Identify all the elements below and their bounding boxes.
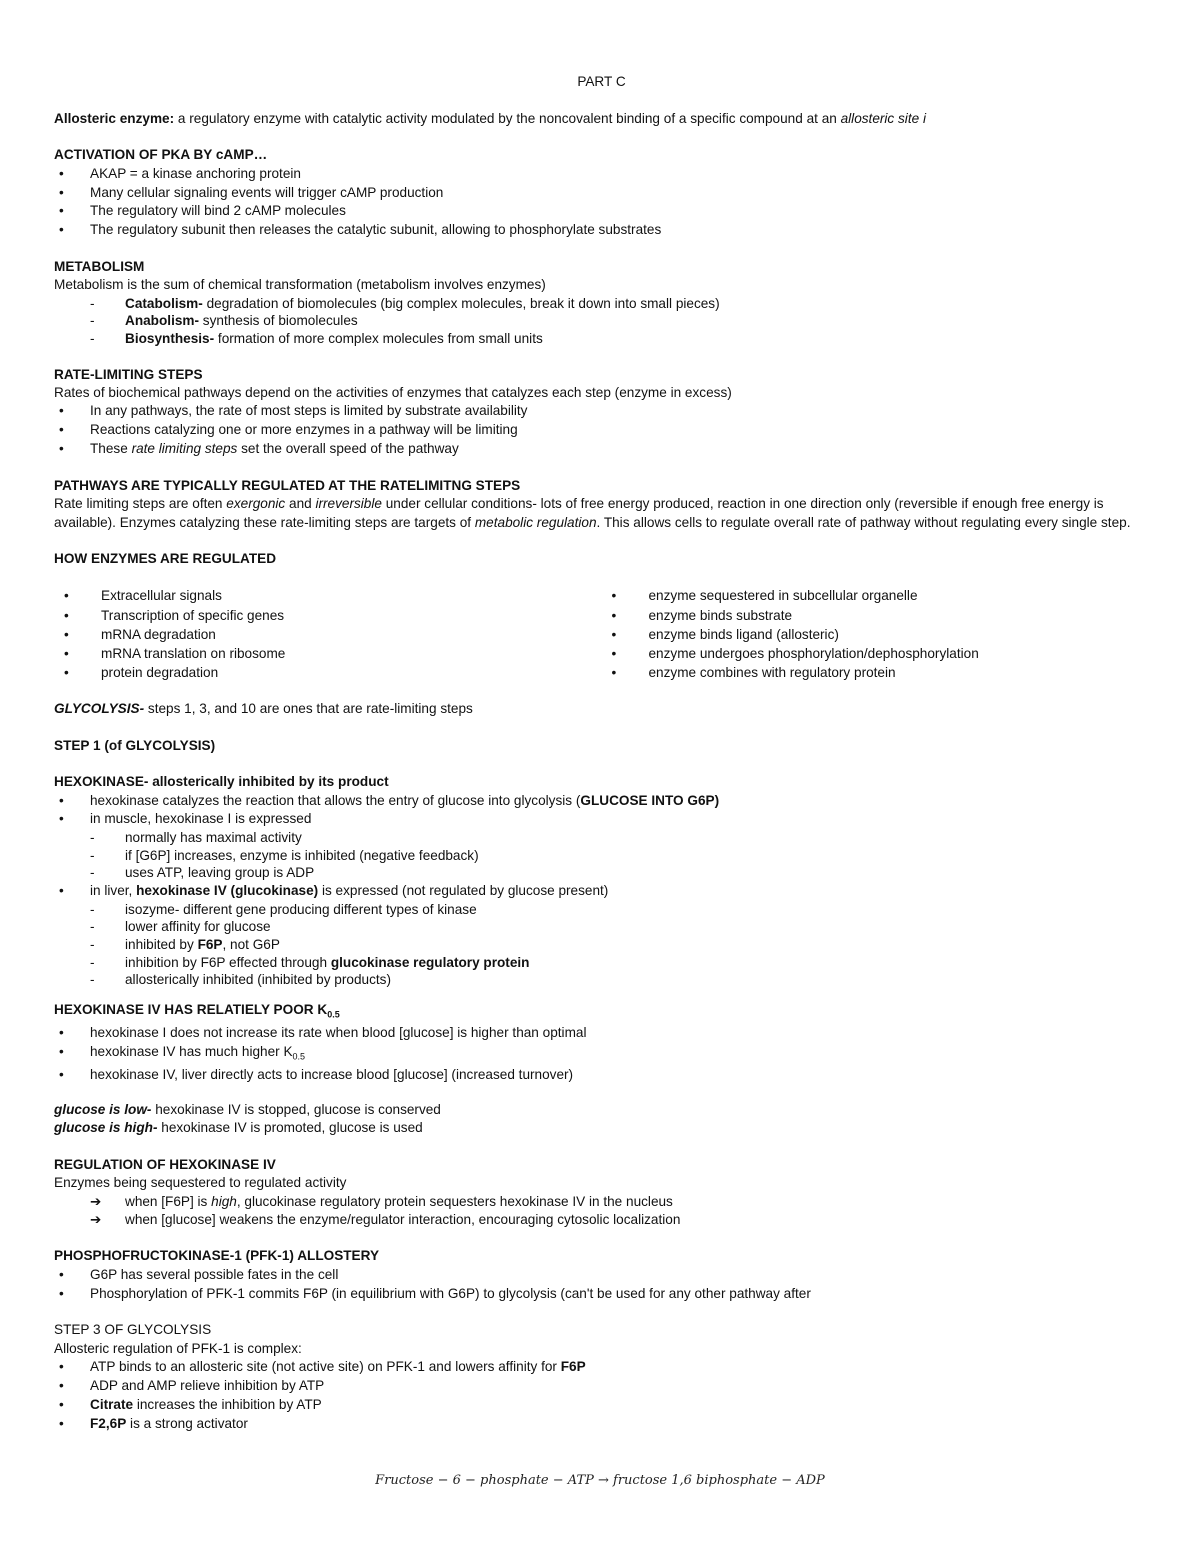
list-item: • The regulatory will bind 2 cAMP molecules <box>54 202 1149 221</box>
list-item: • hexokinase catalyzes the reaction that allows the entry of glucose into glycolysis (GLUCOSE INTO G6P) <box>54 792 1149 811</box>
arrow-right-icon: ➔ <box>90 1212 102 1228</box>
paragraph: Enzymes being sequestered to regulated activity <box>54 1175 347 1191</box>
list-item: • in muscle, hexokinase I is expressed <box>54 810 1149 829</box>
list-item: • The regulatory subunit then releases the catalytic subunit, allowing to phosphorylate substrates <box>54 221 1149 240</box>
list-item: • hexokinase IV has much higher $K_{0.5}$ <box>54 1043 1149 1067</box>
sub-item: - lower affinity for glucose <box>54 918 1149 936</box>
sub-item: - allosterically inhibited (inhibited by products) <box>54 971 1149 989</box>
list-item: • Reactions catalyzing one or more enzymes in a pathway will be limiting <box>54 421 1149 440</box>
list-item: ➔ when [glucose] weakens the enzyme/regulator interaction, encouraging cytosolic localization <box>54 1211 1149 1229</box>
sub-item: - normally has maximal activity <box>54 829 1149 847</box>
paragraph: Rates of biochemical pathways depend on the activities of enzymes that catalyzes each step (enzyme in excess) <box>54 385 732 400</box>
paragraph: Metabolism is the sum of chemical transformation (metabolism involves enzymes) <box>54 277 546 293</box>
paragraph: Rate limiting steps are often exergonic and irreversible under cellular conditions- lots of free energy produced, reaction in one direction only (reversible if enough free energy is available). Enzymes catalyzing these rate-limiting steps are targets of metabolic regulation. This allows cells to regulate overall rate of pathway without regulating every single step. <box>54 496 1131 530</box>
allosteric-definition: Allosteric enzyme: a regulatory enzyme with catalytic activity modulated by the noncovalent binding of a specific compound at an allosteric site i <box>54 111 926 126</box>
section-heading: ACTIVATION OF PKA BY cAMP… <box>54 147 268 163</box>
sub-item: - uses ATP, leaving group is ADP <box>54 864 1149 882</box>
list-item: • enzyme binds substrate <box>602 606 1150 625</box>
sub-item: - isozyme- different gene producing different types of kinase <box>54 901 1149 919</box>
list-item: • hexokinase I does not increase its rate when blood [glucose] is higher than optimal <box>54 1024 1149 1043</box>
list-item: - Biosynthesis- formation of more complex molecules from small units <box>54 330 1149 348</box>
document-page <box>54 72 1149 1433</box>
list-item: • Phosphorylation of PFK-1 commits F6P (in equilibrium with G6P) to glycolysis (can't be used for any other pathway after <box>54 1285 1149 1304</box>
list-item: • mRNA degradation <box>54 625 602 644</box>
list-item: • In any pathways, the rate of most steps is limited by substrate availability <box>54 402 1149 421</box>
section-heading: STEP 3 OF GLYCOLYSIS <box>54 1322 212 1338</box>
list-item: • G6P has several possible fates in the cell <box>54 1266 1149 1285</box>
section-heading: PATHWAYS ARE TYPICALLY REGULATED AT THE RATELIMITNG STEPS <box>54 477 521 493</box>
list-item: • F2,6P is a strong activator <box>54 1415 1149 1434</box>
list-item: • Extracellular signals <box>54 586 602 605</box>
list-item: • ADP and AMP relieve inhibition by ATP <box>54 1377 1149 1396</box>
list-item: • enzyme binds ligand (allosteric) <box>602 625 1150 644</box>
glycolysis-note: GLYCOLYSIS- steps 1, 3, and 10 are ones that are rate-limiting steps <box>54 701 473 717</box>
list-item: • protein degradation <box>54 663 602 682</box>
section-heading: METABOLISM <box>54 259 145 274</box>
list-item: • Many cellular signaling events will trigger cAMP production <box>54 184 1149 203</box>
list-item: • enzyme combines with regulatory protein <box>602 663 1150 682</box>
list-item: ➔ when [F6P] is high, glucokinase regulatory protein sequesters hexokinase IV in the nucleus <box>54 1193 1149 1211</box>
reaction-equation: Fructose − 6 − phosphate − ATP → fructose 1,6 biphosphate − ADP <box>375 1473 825 1488</box>
paragraph: glucose is high- hexokinase IV is promoted, glucose is used <box>54 1120 423 1136</box>
list-item: • enzyme undergoes phosphorylation/dephosphorylation <box>602 644 1150 663</box>
section-heading: REGULATION OF HEXOKINASE IV <box>54 1156 276 1172</box>
list-item: • hexokinase IV, liver directly acts to increase blood [glucose] (increased turnover) <box>54 1066 1149 1085</box>
arrow-right-icon: ➔ <box>90 1193 102 1209</box>
sub-item: - inhibited by F6P, not G6P <box>54 936 1149 954</box>
list-item: • ATP binds to an allosteric site (not active site) on PFK-1 and lowers affinity for F6P <box>54 1358 1149 1377</box>
list-item: • Transcription of specific genes <box>54 606 602 625</box>
section-heading: PHOSPHOFRUCTOKINASE-1 (PFK-1) ALLOSTERY <box>54 1248 380 1264</box>
list-item: • These rate limiting steps set the overall speed of the pathway <box>54 440 1149 459</box>
section-heading: HEXOKINASE- allosterically inhibited by its product <box>54 774 389 790</box>
page-title: PART C <box>577 74 626 89</box>
right-column <box>602 586 1150 682</box>
list-item: • Citrate increases the inhibition by ATP <box>54 1396 1149 1415</box>
left-column <box>54 586 602 682</box>
list-item: • in liver, hexokinase IV (glucokinase) is expressed (not regulated by glucose present) <box>54 882 1149 901</box>
sub-item: - inhibition by F6P effected through glucokinase regulatory protein <box>54 954 1149 972</box>
paragraph: Allosteric regulation of PFK-1 is complex: <box>54 1340 302 1356</box>
section-heading: HEXOKINASE IV HAS RELATIELY POOR $K_{0.5}$ <box>54 1001 340 1020</box>
list-item: • enzyme sequestered in subcellular organelle <box>602 586 1150 605</box>
sub-item: - if [G6P] increases, enzyme is inhibited (negative feedback) <box>54 847 1149 865</box>
list-item: - Catabolism- degradation of biomolecules (big complex molecules, break it down into small pieces) <box>54 295 1149 313</box>
section-heading: HOW ENZYMES ARE REGULATED <box>54 551 277 567</box>
list-item: - Anabolism- synthesis of biomolecules <box>54 312 1149 330</box>
list-item: • mRNA translation on ribosome <box>54 644 602 663</box>
section-heading: RATE-LIMITING STEPS <box>54 366 203 382</box>
two-column-list <box>54 586 1149 682</box>
paragraph: glucose is low- hexokinase IV is stopped, glucose is conserved <box>54 1102 441 1118</box>
list-item: • AKAP = a kinase anchoring protein <box>54 165 1149 184</box>
term: Allosteric enzyme: <box>54 111 175 126</box>
section-heading: STEP 1 (of GLYCOLYSIS) <box>54 737 216 753</box>
